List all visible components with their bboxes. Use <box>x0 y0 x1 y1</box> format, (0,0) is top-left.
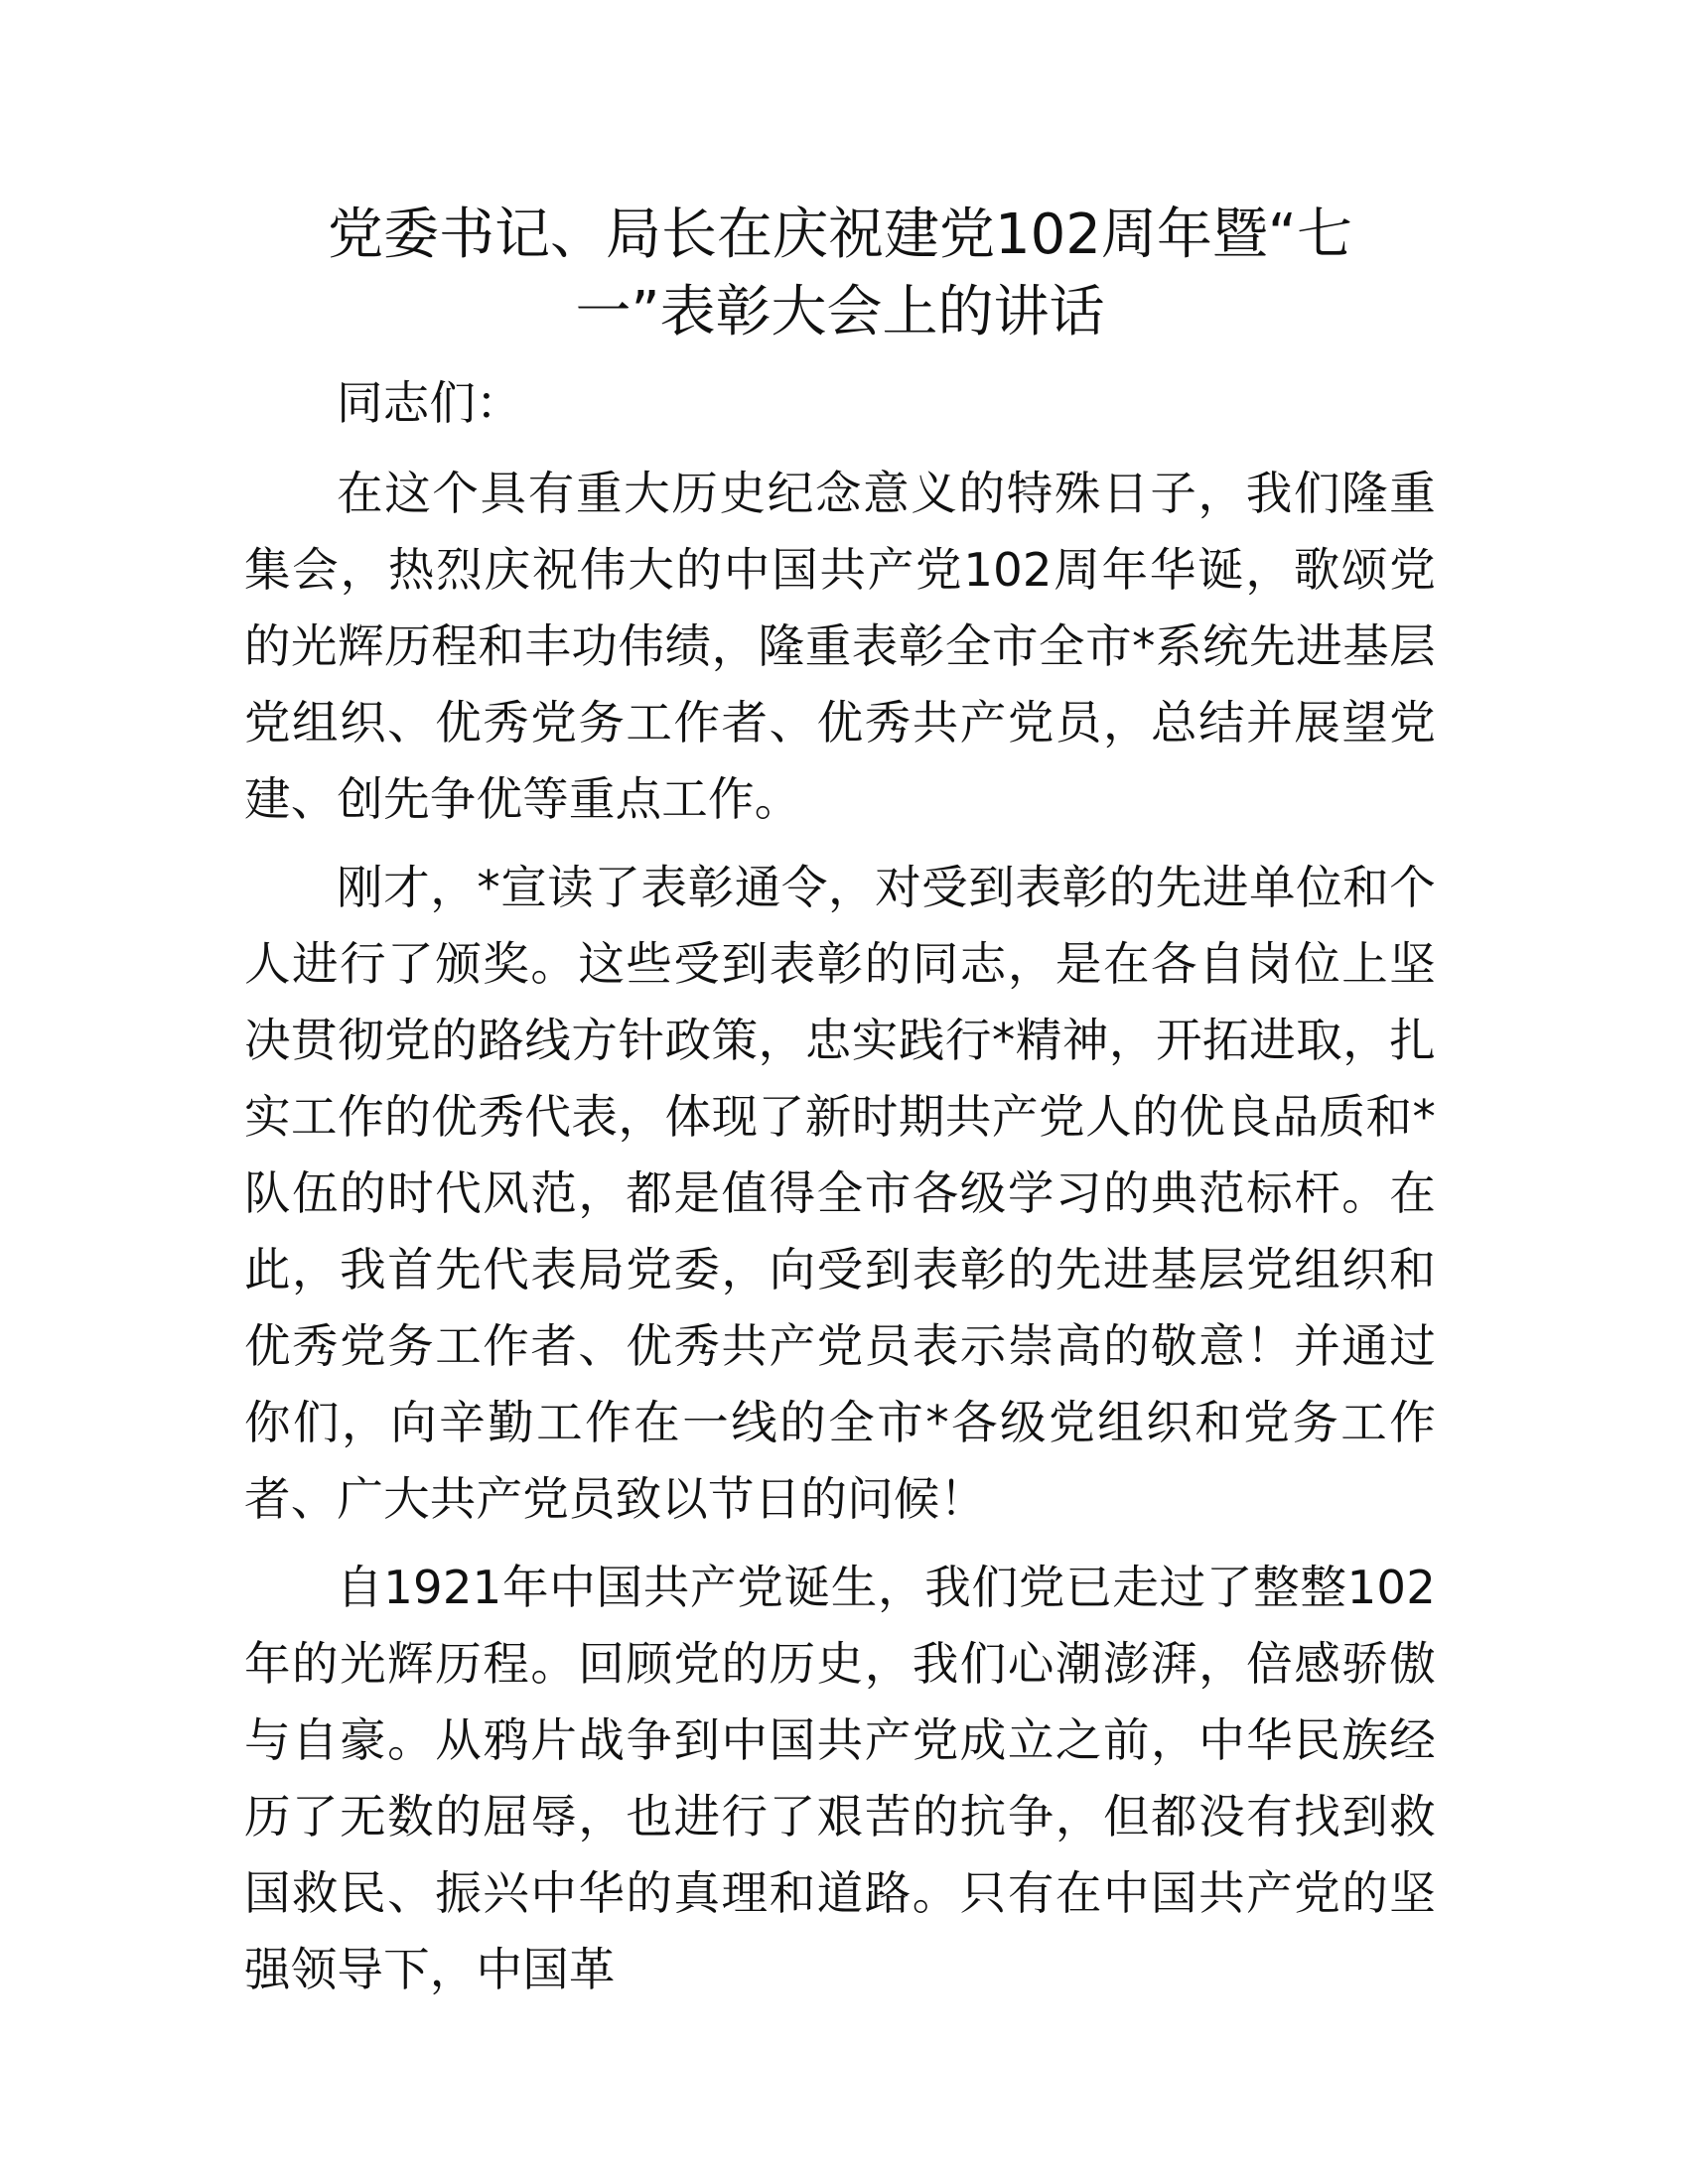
paragraph-1: 在这个具有重大历史纪念意义的特殊日子，我们隆重集会，热烈庆祝伟大的中国共产党102周年华诞，歌颂党的光辉历程和丰功伟绩，隆重表彰全市全市*系统先进基层党组织、优秀党务工作者、优秀共产党员，总结并展望党建、创先争优等重点工作。 <box>244 467 1436 826</box>
title-line-2: 一”表彰大会上的讲话 <box>575 280 1105 344</box>
paragraph-2: 刚才，*宣读了表彰通令，对受到表彰的先进单位和个人进行了颁奖。这些受到表彰的同志，是在各自岗位上坚决贯彻党的路线方针政策，忠实践行*精神，开拓进取，扎实工作的优秀代表，体现了新时期共产党人的优良品质和*队伍的时代风范，都是值得全市各级学习的典范标杆。在此，我首先代表局党委，向受到表彰的先进基层党组织和优秀党务工作者、优秀共产党员表示崇高的敬意！并通过你们，向辛勤工作在一线的全市*各级党组织和党务工作者、广大共产党员致以节日的问候！ <box>244 861 1436 1526</box>
paragraph-3: 自1921年中国共产党诞生，我们党已走过了整整102年的光辉历程。回顾党的历史，我们心潮澎湃，倍感骄傲与自豪。从鸦片战争到中国共产党成立之前，中华民族经历了无数的屈辱，也进行了艰苦的抗争，但都没有找到救国救民、振兴中华的真理和道路。只有在中国共产党的坚强领导下，中国革 <box>244 1561 1436 1996</box>
document-body <box>244 197 1436 2008</box>
salutation: 同志们： <box>337 376 522 430</box>
document-title <box>244 197 1436 351</box>
title-line-1: 党委书记、局长在庆祝建党102周年暨“七 <box>328 203 1352 267</box>
